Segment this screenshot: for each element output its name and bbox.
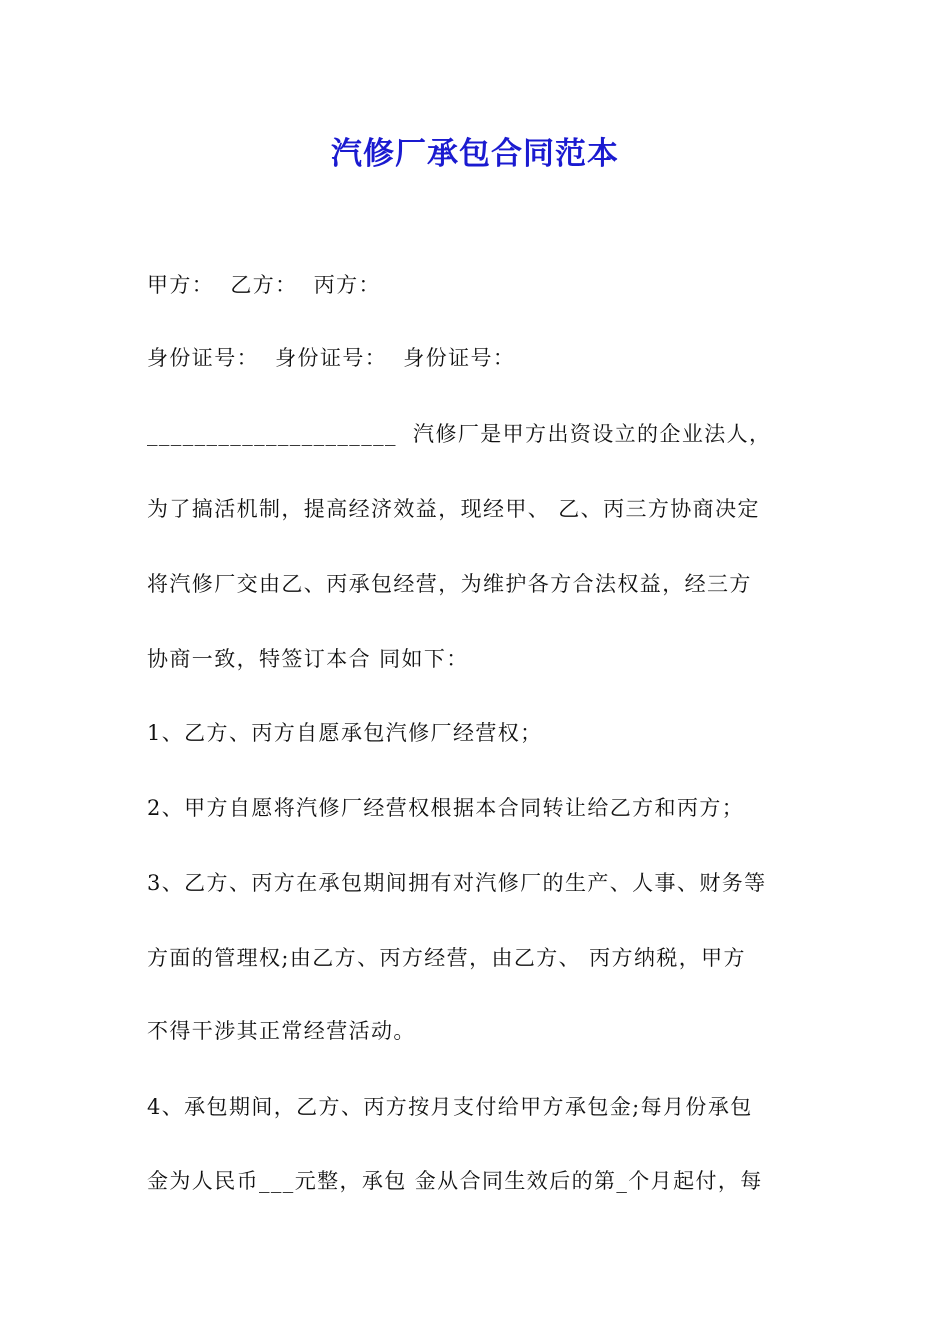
document-title: 汽修厂承包合同范本 — [331, 136, 619, 172]
paragraph-line: 协商一致，特签订本合 同如下： — [147, 647, 469, 671]
paragraph-line: _____________________ 汽修厂是甲方出资设立的企业法人， — [147, 422, 772, 446]
id-numbers-line: 身份证号： 身份证号： 身份证号： — [147, 346, 516, 370]
paragraph-line: 将汽修厂交由乙、丙承包经营，为维护各方合法权益，经三方 — [147, 572, 752, 596]
clause-3-line-2: 方面的管理权;由乙方、丙方经营，由乙方、 丙方纳税，甲方 — [147, 946, 746, 970]
party-names-line: 甲方： 乙方： 丙方： — [147, 273, 381, 297]
clause-3-line-3: 不得干涉其正常经营活动。 — [147, 1019, 416, 1043]
clause-4-line-1: 4、承包期间，乙方、丙方按月支付给甲方承包金;每月份承包 — [147, 1095, 753, 1119]
clause-1: 1、乙方、丙方自愿承包汽修厂经营权； — [147, 721, 543, 745]
clause-2: 2、甲方自愿将汽修厂经营权根据本合同转让给乙方和丙方； — [147, 796, 745, 820]
clause-3-line-1: 3、乙方、丙方在承包期间拥有对汽修厂的生产、人事、财务等 — [147, 871, 767, 895]
clause-4-line-2: 金为人民币___元整，承包 金从合同生效后的第_个月起付，每 — [147, 1169, 763, 1193]
paragraph-line: 为了搞活机制，提高经济效益，现经甲、 乙、丙三方协商决定 — [147, 497, 760, 521]
